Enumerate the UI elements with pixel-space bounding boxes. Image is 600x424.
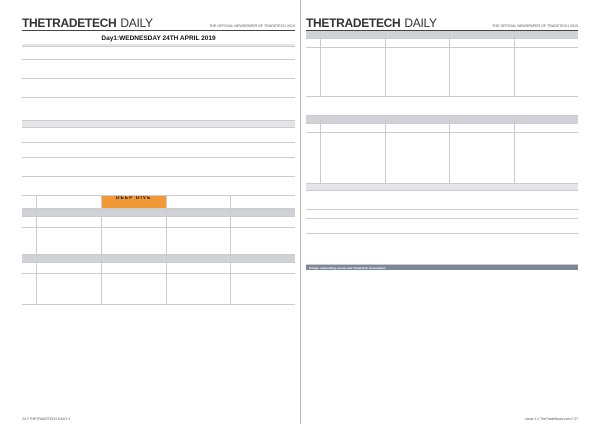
agenda-row <box>306 219 578 234</box>
day-title: Day1:WEDNESDAY 24TH APRIL 2019 <box>101 35 216 42</box>
agenda-row <box>22 121 295 128</box>
agenda-row <box>22 217 295 228</box>
page-footer-right: Issue 1 // TheTradeNews.com // 27 <box>525 417 578 421</box>
deep-dive-banner: DEEP DIVE <box>101 196 166 208</box>
agenda-row <box>22 228 295 255</box>
agenda-row <box>22 263 295 274</box>
stream-header <box>22 255 295 263</box>
stream-header <box>22 209 295 217</box>
logo: THETRADETECH DAILY <box>306 16 437 30</box>
agenda-row <box>22 196 295 209</box>
agenda-row <box>22 274 295 305</box>
agenda-row <box>22 177 295 196</box>
page-footer-left: 24 // THETRADETECH DAILY // <box>22 417 71 421</box>
agenda-row <box>306 210 578 219</box>
agenda-row <box>22 79 295 98</box>
logo: THETRADETECH DAILY <box>22 16 153 30</box>
stream-header <box>306 116 578 124</box>
agenda-row <box>22 47 295 60</box>
agenda-row <box>306 184 578 191</box>
agenda-row <box>22 158 295 177</box>
agenda-row <box>306 191 578 210</box>
agenda-row <box>22 143 295 158</box>
tagline: THE OFFICIAL NEWSPAPER OF TRADETECH 2019 <box>209 24 295 28</box>
agenda-row <box>306 97 578 116</box>
tagline: THE OFFICIAL NEWSPAPER OF TRADETECH 2019 <box>492 24 578 28</box>
agenda-row <box>22 128 295 143</box>
agenda-row <box>306 48 578 97</box>
agenda-row <box>306 234 578 265</box>
agenda-row <box>306 133 578 184</box>
networking-bar: Unique networking events and TradeTech Innovations <box>306 265 578 270</box>
right-page <box>300 0 600 424</box>
agenda-row <box>306 39 578 48</box>
agenda-row <box>22 60 295 79</box>
masthead-right <box>306 4 578 31</box>
agenda-row <box>22 98 295 121</box>
stream-header <box>306 31 578 39</box>
agenda-row <box>306 124 578 133</box>
masthead-left <box>22 4 295 31</box>
